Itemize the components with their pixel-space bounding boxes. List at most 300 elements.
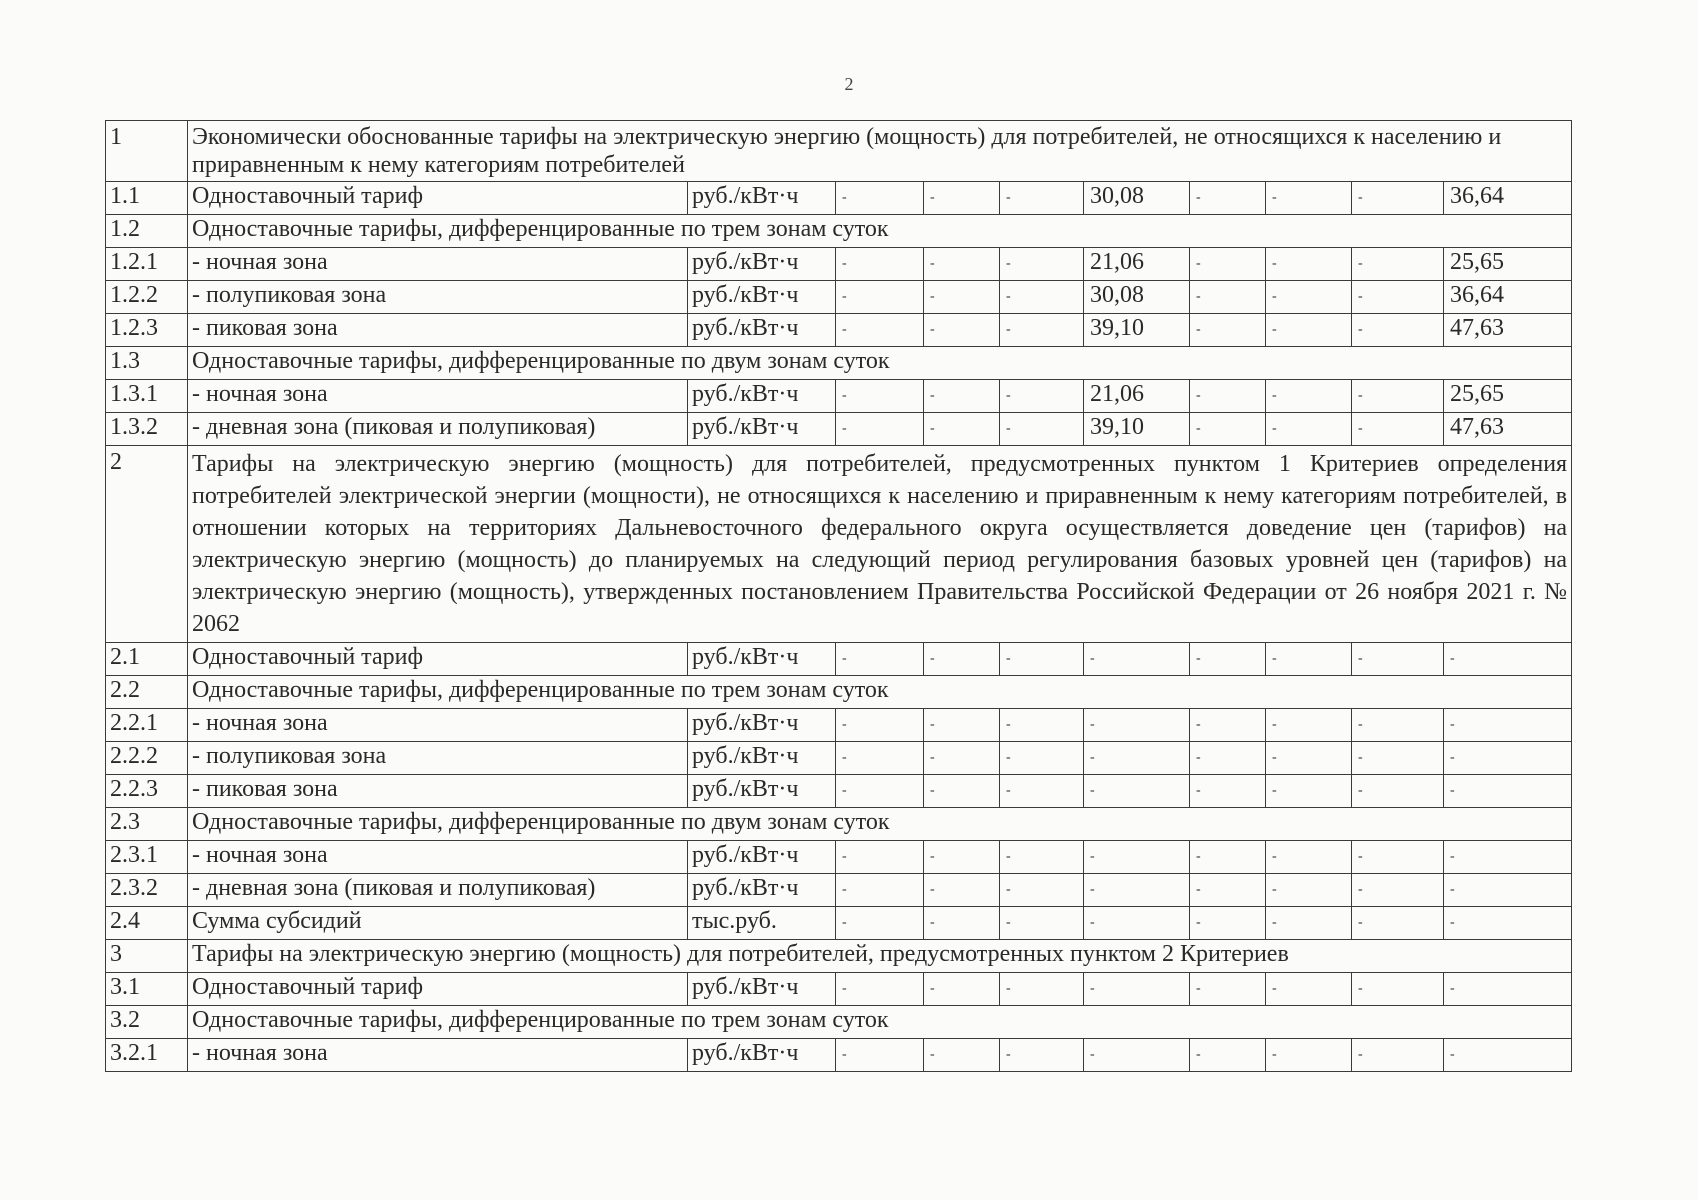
value-cell: - <box>1272 783 1277 798</box>
value-column-8 <box>1444 281 1572 314</box>
value-column-6 <box>1266 314 1352 347</box>
value-column-5 <box>1190 973 1266 1006</box>
table-row <box>106 907 1572 940</box>
value-column-3 <box>1000 709 1084 742</box>
page-number: 2 <box>844 74 854 94</box>
value-cell: 39,10 <box>1090 315 1144 341</box>
table-row <box>106 248 1572 281</box>
value-column-7 <box>1352 281 1444 314</box>
value-column-3 <box>1000 182 1084 215</box>
value-column-7 <box>1352 314 1444 347</box>
value-cell: - <box>1450 882 1455 897</box>
row-number: 1.2.3 <box>106 314 188 347</box>
table-body <box>106 121 1572 1072</box>
value-cell: - <box>1196 388 1201 403</box>
row-label: - ночная зона <box>188 1039 688 1072</box>
value-column-6 <box>1266 248 1352 281</box>
value-cell: - <box>1358 849 1363 864</box>
value-column-8 <box>1444 248 1572 281</box>
value-cell: - <box>1358 322 1363 337</box>
value-cell: 47,63 <box>1450 315 1504 341</box>
value-cell: - <box>842 849 847 864</box>
value-cell: - <box>1358 388 1363 403</box>
value-column-4 <box>1084 643 1190 676</box>
row-number: 1.3 <box>106 347 188 380</box>
value-cell: 36,64 <box>1450 282 1504 308</box>
value-column-7 <box>1352 248 1444 281</box>
value-cell: - <box>1272 651 1277 666</box>
value-cell: - <box>1196 1047 1201 1062</box>
section-row <box>106 1006 1572 1039</box>
value-cell: - <box>842 190 847 205</box>
row-number: 2.3.2 <box>106 874 188 907</box>
value-column-5 <box>1190 413 1266 446</box>
value-cell: - <box>1272 421 1277 436</box>
value-column-4 <box>1084 709 1190 742</box>
value-column-4 <box>1084 1039 1190 1072</box>
value-column-7 <box>1352 841 1444 874</box>
value-cell: - <box>1358 256 1363 271</box>
value-column-4 <box>1084 874 1190 907</box>
value-cell: - <box>1090 849 1095 864</box>
row-number: 2.2 <box>106 676 188 709</box>
value-cell: - <box>1196 717 1201 732</box>
value-column-5 <box>1190 841 1266 874</box>
value-column-1 <box>836 1039 924 1072</box>
row-number: 1.1 <box>106 182 188 215</box>
value-cell: - <box>1272 1047 1277 1062</box>
row-label: - ночная зона <box>188 380 688 413</box>
value-cell: - <box>842 915 847 930</box>
row-number: 1.2.1 <box>106 248 188 281</box>
value-cell: - <box>1006 783 1011 798</box>
value-column-1 <box>836 643 924 676</box>
value-column-4 <box>1084 314 1190 347</box>
value-cell: - <box>930 915 935 930</box>
value-column-6 <box>1266 907 1352 940</box>
value-column-6 <box>1266 1039 1352 1072</box>
value-cell: - <box>930 783 935 798</box>
value-column-4 <box>1084 281 1190 314</box>
value-cell: - <box>1450 750 1455 765</box>
unit-cell: руб./кВт·ч <box>688 314 836 347</box>
section-row <box>106 808 1572 841</box>
value-cell: - <box>1090 882 1095 897</box>
value-column-8 <box>1444 182 1572 215</box>
value-cell: - <box>1272 915 1277 930</box>
table-row <box>106 973 1572 1006</box>
row-number: 1.3.2 <box>106 413 188 446</box>
value-cell: - <box>1450 849 1455 864</box>
value-cell: - <box>1272 849 1277 864</box>
section-title: Одноставочные тарифы, дифференцированные по двум зонам суток <box>188 347 1572 380</box>
value-column-8 <box>1444 314 1572 347</box>
value-column-6 <box>1266 841 1352 874</box>
value-cell: - <box>930 322 935 337</box>
table-row <box>106 643 1572 676</box>
value-cell: - <box>1196 651 1201 666</box>
value-cell: - <box>1358 981 1363 996</box>
unit-cell: руб./кВт·ч <box>688 643 836 676</box>
value-cell: - <box>1006 421 1011 436</box>
value-column-1 <box>836 841 924 874</box>
table-row <box>106 314 1572 347</box>
value-cell: - <box>1196 981 1201 996</box>
value-column-3 <box>1000 643 1084 676</box>
row-label: - ночная зона <box>188 709 688 742</box>
row-label: Одноставочный тариф <box>188 973 688 1006</box>
value-cell: - <box>1272 322 1277 337</box>
value-cell: - <box>1090 915 1095 930</box>
value-cell: - <box>1196 322 1201 337</box>
row-number: 2.3.1 <box>106 841 188 874</box>
value-cell: - <box>1090 651 1095 666</box>
value-cell: - <box>1006 1047 1011 1062</box>
value-cell: - <box>842 882 847 897</box>
value-column-3 <box>1000 907 1084 940</box>
row-number: 1.2 <box>106 215 188 248</box>
value-column-6 <box>1266 709 1352 742</box>
value-column-6 <box>1266 874 1352 907</box>
value-column-3 <box>1000 874 1084 907</box>
row-label: - пиковая зона <box>188 775 688 808</box>
value-column-2 <box>924 248 1000 281</box>
value-cell: - <box>930 717 935 732</box>
value-cell: - <box>1196 882 1201 897</box>
value-column-2 <box>924 281 1000 314</box>
row-number: 1 <box>106 121 188 182</box>
value-cell: - <box>930 981 935 996</box>
unit-cell: руб./кВт·ч <box>688 874 836 907</box>
value-cell: - <box>1006 849 1011 864</box>
row-label: - ночная зона <box>188 841 688 874</box>
value-cell: - <box>1358 651 1363 666</box>
value-column-2 <box>924 314 1000 347</box>
value-cell: - <box>1450 981 1455 996</box>
value-column-5 <box>1190 874 1266 907</box>
value-column-1 <box>836 973 924 1006</box>
value-cell: - <box>930 289 935 304</box>
value-cell: - <box>842 421 847 436</box>
section-row <box>106 347 1572 380</box>
value-cell: - <box>1196 289 1201 304</box>
value-cell: - <box>1358 915 1363 930</box>
value-column-1 <box>836 709 924 742</box>
row-number: 2.4 <box>106 907 188 940</box>
value-cell: - <box>1090 750 1095 765</box>
value-column-2 <box>924 1039 1000 1072</box>
value-column-5 <box>1190 907 1266 940</box>
unit-cell: руб./кВт·ч <box>688 709 836 742</box>
table-row <box>106 841 1572 874</box>
row-number: 3.2.1 <box>106 1039 188 1072</box>
row-label: - дневная зона (пиковая и полупиковая) <box>188 874 688 907</box>
unit-cell: руб./кВт·ч <box>688 742 836 775</box>
value-cell: - <box>1450 1047 1455 1062</box>
section-row <box>106 940 1572 973</box>
section-title: Тарифы на электрическую энергию (мощность) для потребителей, предусмотренных пунктом 1 Критериев определения потребителей электрической энергии (мощности), не относящихся к населению и приравненным к нему категориям потребителей, в отношении которых на территориях Дальневосточного федерального округа осуществляется доведение цен (тарифов) на электрическую энергию (мощность) до планируемых на следующий период регулирования базовых уровней цен (тарифов) на электрическую энергию (мощность), утвержденных постановлением Правительства Российской Федерации от 26 ноября 2021 г. № 2062 <box>188 446 1572 643</box>
value-cell: - <box>930 388 935 403</box>
table-row <box>106 182 1572 215</box>
value-cell: - <box>842 981 847 996</box>
value-column-6 <box>1266 775 1352 808</box>
section-row <box>106 676 1572 709</box>
value-cell: - <box>1272 981 1277 996</box>
row-number: 1.3.1 <box>106 380 188 413</box>
row-number: 2.2.3 <box>106 775 188 808</box>
value-column-6 <box>1266 973 1352 1006</box>
value-column-8 <box>1444 380 1572 413</box>
value-cell: 30,08 <box>1090 282 1144 308</box>
value-cell: - <box>842 322 847 337</box>
table-row <box>106 775 1572 808</box>
value-cell: - <box>1006 981 1011 996</box>
value-cell: - <box>842 388 847 403</box>
value-column-8 <box>1444 907 1572 940</box>
value-cell: - <box>842 1047 847 1062</box>
section-row <box>106 121 1572 182</box>
unit-cell: руб./кВт·ч <box>688 380 836 413</box>
table-row <box>106 874 1572 907</box>
value-cell: - <box>842 651 847 666</box>
section-title: Одноставочные тарифы, дифференцированные по трем зонам суток <box>188 676 1572 709</box>
value-cell: - <box>930 651 935 666</box>
value-column-5 <box>1190 775 1266 808</box>
value-cell: - <box>1272 190 1277 205</box>
value-column-7 <box>1352 709 1444 742</box>
value-column-8 <box>1444 973 1572 1006</box>
unit-cell: руб./кВт·ч <box>688 775 836 808</box>
row-number: 3 <box>106 940 188 973</box>
value-column-3 <box>1000 314 1084 347</box>
value-cell: - <box>1196 190 1201 205</box>
value-column-1 <box>836 248 924 281</box>
value-column-2 <box>924 973 1000 1006</box>
value-cell: - <box>1196 421 1201 436</box>
value-cell: - <box>1006 750 1011 765</box>
value-cell: - <box>1358 783 1363 798</box>
value-column-2 <box>924 775 1000 808</box>
value-cell: - <box>930 256 935 271</box>
value-column-6 <box>1266 413 1352 446</box>
value-cell: - <box>1006 388 1011 403</box>
row-label: - полупиковая зона <box>188 742 688 775</box>
table-row <box>106 742 1572 775</box>
value-column-1 <box>836 907 924 940</box>
value-cell: - <box>1196 750 1201 765</box>
tariff-table <box>105 120 1572 1072</box>
value-cell: 25,65 <box>1450 249 1504 275</box>
unit-cell: тыс.руб. <box>688 907 836 940</box>
row-number: 3.1 <box>106 973 188 1006</box>
value-cell: 30,08 <box>1090 183 1144 209</box>
unit-cell: руб./кВт·ч <box>688 182 836 215</box>
value-cell: - <box>1090 1047 1095 1062</box>
value-column-5 <box>1190 1039 1266 1072</box>
value-cell: - <box>1090 981 1095 996</box>
value-column-1 <box>836 380 924 413</box>
section-title: Тарифы на электрическую энергию (мощность) для потребителей, предусмотренных пунктом 2 Критериев <box>188 940 1572 973</box>
value-cell: 47,63 <box>1450 414 1504 440</box>
value-column-5 <box>1190 182 1266 215</box>
value-cell: - <box>1006 651 1011 666</box>
value-column-1 <box>836 775 924 808</box>
table-row <box>106 709 1572 742</box>
unit-cell: руб./кВт·ч <box>688 1039 836 1072</box>
value-column-4 <box>1084 907 1190 940</box>
row-number: 2.3 <box>106 808 188 841</box>
section-row <box>106 215 1572 248</box>
value-column-4 <box>1084 182 1190 215</box>
row-number: 2.2.2 <box>106 742 188 775</box>
value-cell: - <box>1006 190 1011 205</box>
value-column-4 <box>1084 248 1190 281</box>
value-cell: - <box>842 289 847 304</box>
value-cell: - <box>1272 289 1277 304</box>
value-column-7 <box>1352 742 1444 775</box>
row-label: Одноставочный тариф <box>188 182 688 215</box>
value-cell: - <box>1196 849 1201 864</box>
value-cell: - <box>930 190 935 205</box>
value-column-2 <box>924 643 1000 676</box>
section-title: Экономически обоснованные тарифы на электрическую энергию (мощность) для потребителей, не относящихся к населению и приравненным к нему категориям потребителей <box>188 121 1572 182</box>
unit-cell: руб./кВт·ч <box>688 248 836 281</box>
value-column-3 <box>1000 248 1084 281</box>
value-column-1 <box>836 182 924 215</box>
unit-cell: руб./кВт·ч <box>688 973 836 1006</box>
value-column-5 <box>1190 643 1266 676</box>
value-cell: - <box>1358 1047 1363 1062</box>
value-cell: 36,64 <box>1450 183 1504 209</box>
value-column-2 <box>924 742 1000 775</box>
value-column-2 <box>924 841 1000 874</box>
value-cell: - <box>1006 882 1011 897</box>
unit-cell: руб./кВт·ч <box>688 413 836 446</box>
value-cell: - <box>1006 322 1011 337</box>
value-cell: - <box>1272 256 1277 271</box>
value-column-6 <box>1266 281 1352 314</box>
value-cell: - <box>930 1047 935 1062</box>
value-column-5 <box>1190 380 1266 413</box>
table-row <box>106 413 1572 446</box>
value-cell: - <box>1358 289 1363 304</box>
row-label: Одноставочный тариф <box>188 643 688 676</box>
value-cell: - <box>1450 651 1455 666</box>
value-cell: - <box>842 783 847 798</box>
value-cell: - <box>1358 421 1363 436</box>
value-cell: - <box>842 750 847 765</box>
value-cell: - <box>1006 915 1011 930</box>
row-number: 2 <box>106 446 188 643</box>
value-column-6 <box>1266 742 1352 775</box>
value-cell: - <box>1272 750 1277 765</box>
value-column-3 <box>1000 841 1084 874</box>
table-row <box>106 1039 1572 1072</box>
row-label: - полупиковая зона <box>188 281 688 314</box>
value-column-7 <box>1352 380 1444 413</box>
value-cell: - <box>1196 915 1201 930</box>
value-column-4 <box>1084 380 1190 413</box>
unit-cell: руб./кВт·ч <box>688 281 836 314</box>
value-column-2 <box>924 413 1000 446</box>
value-cell: - <box>842 717 847 732</box>
value-cell: - <box>1272 882 1277 897</box>
value-column-7 <box>1352 413 1444 446</box>
value-column-3 <box>1000 973 1084 1006</box>
unit-cell: руб./кВт·ч <box>688 841 836 874</box>
value-column-8 <box>1444 709 1572 742</box>
value-column-7 <box>1352 1039 1444 1072</box>
value-column-1 <box>836 742 924 775</box>
value-cell: - <box>930 750 935 765</box>
value-column-3 <box>1000 742 1084 775</box>
value-column-2 <box>924 380 1000 413</box>
value-column-4 <box>1084 973 1190 1006</box>
value-column-7 <box>1352 874 1444 907</box>
value-cell: - <box>1006 256 1011 271</box>
value-cell: - <box>1196 783 1201 798</box>
section-title: Одноставочные тарифы, дифференцированные по трем зонам суток <box>188 215 1572 248</box>
value-column-4 <box>1084 775 1190 808</box>
value-cell: - <box>1006 717 1011 732</box>
value-cell: 21,06 <box>1090 249 1144 275</box>
value-cell: - <box>1272 388 1277 403</box>
row-label: - ночная зона <box>188 248 688 281</box>
row-label: - пиковая зона <box>188 314 688 347</box>
value-column-7 <box>1352 973 1444 1006</box>
value-column-8 <box>1444 643 1572 676</box>
value-column-8 <box>1444 775 1572 808</box>
value-column-3 <box>1000 1039 1084 1072</box>
value-cell: - <box>1090 783 1095 798</box>
value-column-3 <box>1000 281 1084 314</box>
value-cell: - <box>1450 717 1455 732</box>
value-column-6 <box>1266 380 1352 413</box>
row-number: 1.2.2 <box>106 281 188 314</box>
value-column-4 <box>1084 742 1190 775</box>
value-column-2 <box>924 907 1000 940</box>
value-column-8 <box>1444 742 1572 775</box>
value-column-3 <box>1000 380 1084 413</box>
value-column-4 <box>1084 413 1190 446</box>
value-column-5 <box>1190 281 1266 314</box>
value-column-2 <box>924 874 1000 907</box>
value-column-1 <box>836 314 924 347</box>
value-column-3 <box>1000 413 1084 446</box>
value-column-5 <box>1190 314 1266 347</box>
value-column-5 <box>1190 709 1266 742</box>
value-column-1 <box>836 281 924 314</box>
row-label: - дневная зона (пиковая и полупиковая) <box>188 413 688 446</box>
value-column-7 <box>1352 775 1444 808</box>
value-column-4 <box>1084 841 1190 874</box>
value-column-7 <box>1352 907 1444 940</box>
value-cell: - <box>1358 190 1363 205</box>
value-column-3 <box>1000 775 1084 808</box>
value-column-8 <box>1444 413 1572 446</box>
value-column-2 <box>924 709 1000 742</box>
row-number: 3.2 <box>106 1006 188 1039</box>
value-column-1 <box>836 874 924 907</box>
row-number: 2.1 <box>106 643 188 676</box>
value-cell: - <box>930 882 935 897</box>
value-cell: - <box>930 849 935 864</box>
value-column-7 <box>1352 643 1444 676</box>
value-cell: - <box>1450 915 1455 930</box>
value-column-8 <box>1444 1039 1572 1072</box>
value-column-8 <box>1444 874 1572 907</box>
value-cell: - <box>930 421 935 436</box>
